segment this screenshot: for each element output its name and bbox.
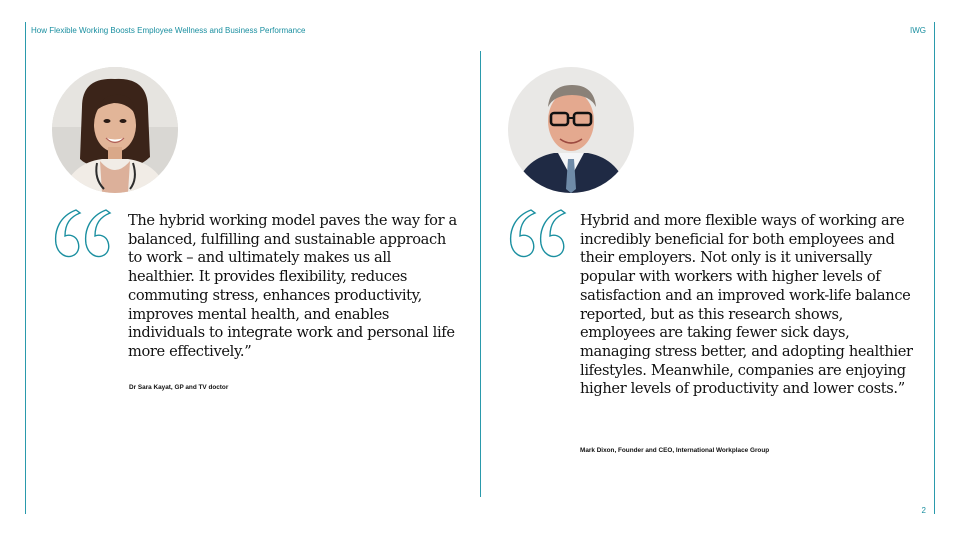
portrait-sara-kayat: [52, 67, 178, 193]
right-border-rule: [934, 22, 935, 514]
open-quote-icon: [52, 208, 114, 260]
brand-label: IWG: [910, 26, 926, 35]
quote-attribution: Mark Dixon, Founder and CEO, International Workplace Group: [580, 447, 770, 454]
quote-text: Hybrid and more flexible ways of working are incredibly beneficial for both employees and their employers. Not only is it universally popular with workers with higher levels of satisfaction and an improved work-life balance reported, but as this research shows, employees are taking fewer sick days, managing stress better, and adopting healthier lifestyles. Meanwhile, companies are enjoying higher levels of productivity and lower costs.”: [580, 212, 913, 398]
man-portrait-photo: [508, 67, 634, 193]
quote-attribution: Dr Sara Kayat, GP and TV doctor: [129, 384, 229, 391]
column-divider: [480, 51, 481, 497]
left-border-rule: [25, 22, 26, 514]
woman-portrait-photo: [52, 67, 178, 193]
portrait-mark-dixon: [508, 67, 634, 193]
document-title: How Flexible Working Boosts Employee Wellness and Business Performance: [31, 26, 306, 35]
open-quote-icon: [507, 208, 569, 260]
quote-text: The hybrid working model paves the way for a balanced, fulfilling and sustainable approach to work – and ultimately makes us all healthier. It provides flexibility, reduces commuting stress, enhances productivity, improves mental health, and enables individuals to integrate work and personal life more effectively.”: [128, 212, 457, 360]
page-number: 2: [921, 506, 926, 515]
